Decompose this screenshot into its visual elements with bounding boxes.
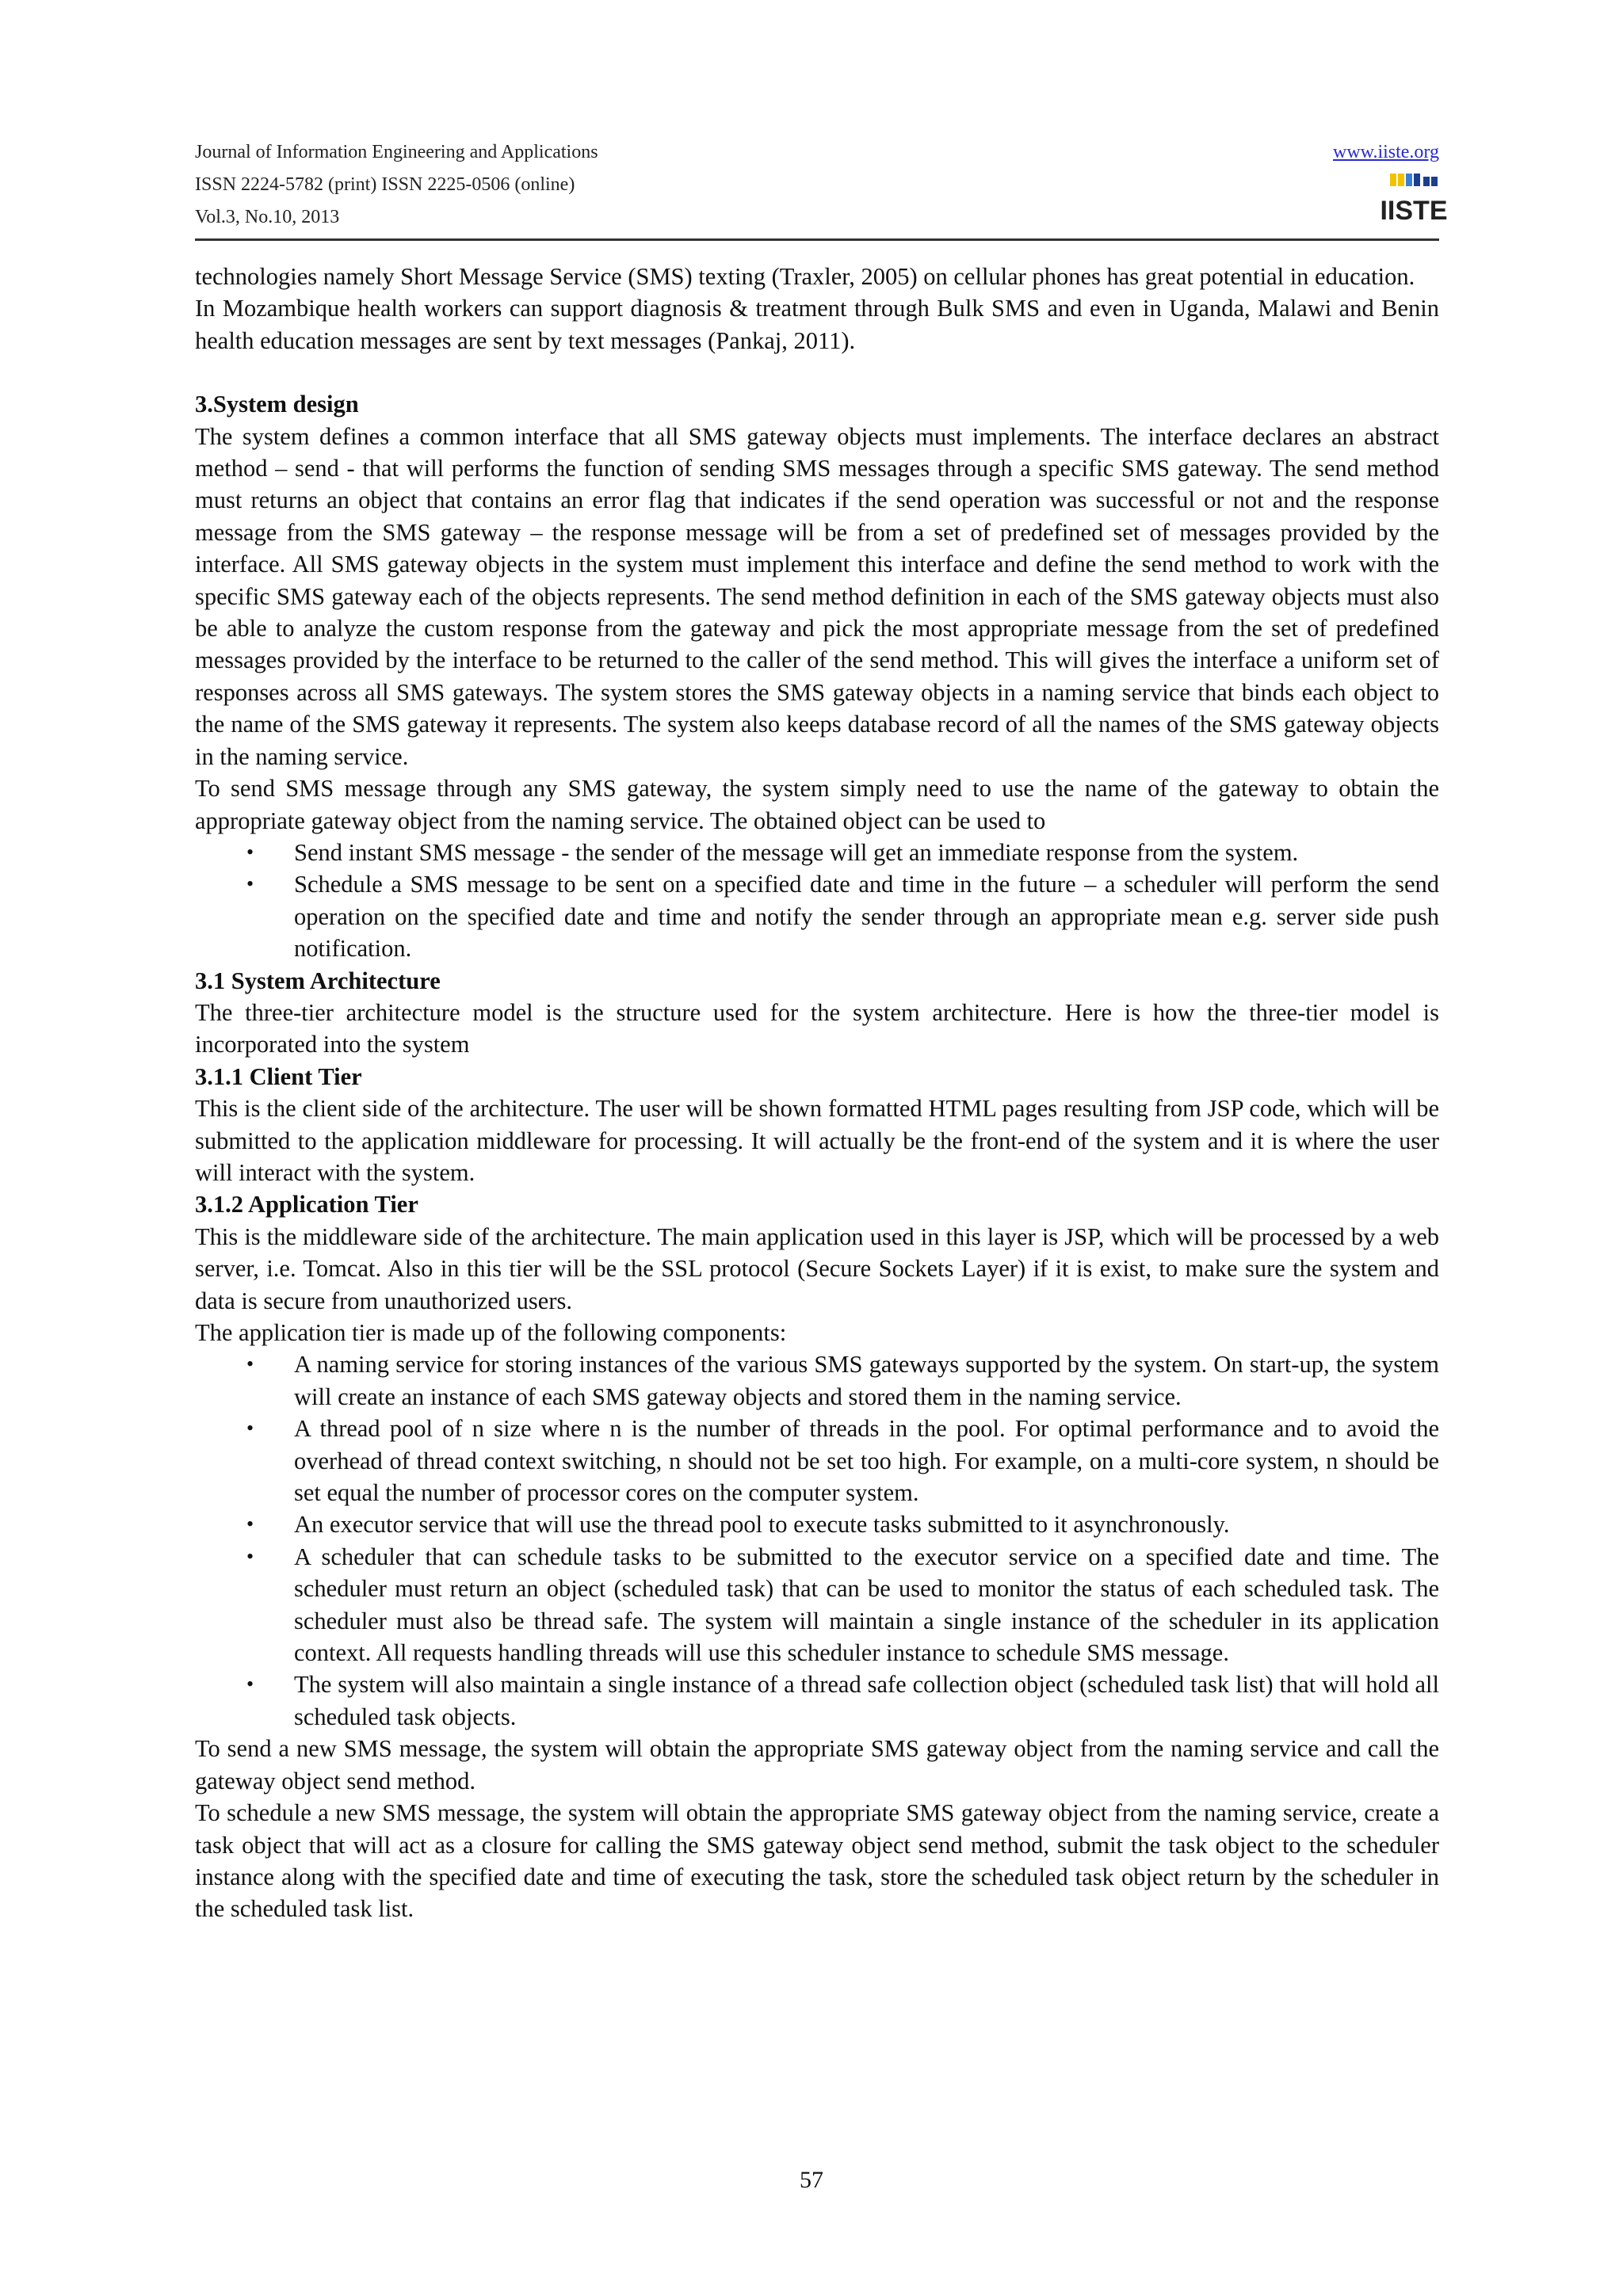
list-item-text: Schedule a SMS message to be sent on a specified date and time in the future – a scheduler will perform the send operation on the specified date and time and notify the sender through an appropriate mean e.g. server side push notification. (294, 871, 1439, 963)
bullet-icon: • (246, 1512, 254, 1536)
paragraph: This is the client side of the architecture. The user will be shown formatted HTML pages resulting from JSP code, which will be submitted to the application middleware for processing. It will actually be the front-end of the system and it is where the user will interact with the system. (195, 1095, 1439, 1186)
section-heading-system-design: 3.System design (195, 391, 359, 418)
spacer (195, 357, 1439, 388)
paragraph: The three-tier architecture model is the structure used for the system architecture. Here is how the three-tier model is incorporated into the system (195, 998, 1439, 1058)
bullet-icon: • (246, 872, 254, 896)
page-header (195, 136, 1448, 238)
journal-info (195, 136, 598, 234)
list-item (246, 1541, 1439, 1669)
bullet-list-components (195, 1348, 1439, 1733)
list-item-text: Send instant SMS message - the sender of the message will get an immediate response from the system. (294, 838, 1299, 866)
journal-volume: Vol.3, No.10, 2013 (195, 207, 340, 227)
journal-website-link[interactable]: www.iiste.org (1333, 142, 1439, 162)
iiste-logo-graphic (1380, 172, 1448, 229)
bullet-icon: • (246, 1544, 254, 1568)
journal-title: Journal of Information Engineering and Applications (195, 142, 598, 162)
list-item (246, 1413, 1439, 1508)
list-item (246, 1508, 1439, 1540)
section-heading-system-architecture: 3.1 System Architecture (195, 967, 441, 994)
list-item-text: An executor service that will use the thread pool to execute tasks submitted to it asynchronously. (294, 1511, 1230, 1539)
list-item (246, 1669, 1439, 1733)
page-number: 57 (800, 2167, 823, 2193)
header-right (1333, 136, 1448, 233)
header-divider (195, 238, 1439, 241)
list-item-text: A thread pool of n size where n is the number of threads in the pool. For optimal performance and to avoid the overhead of thread context switching, n should not be set too high. For example, on a multi-core system, n should be set equal the number of processor cores on the computer system. (294, 1415, 1439, 1507)
article-body (195, 261, 1439, 1925)
paragraph: To send a new SMS message, the system will obtain the appropriate SMS gateway object from the naming service and call the gateway object send method. (195, 1735, 1439, 1794)
paragraph: To schedule a new SMS message, the system will obtain the appropriate SMS gateway object from the naming service, create a task object that will act as a closure for calling the SMS gateway object send method, submit the task object to the scheduler instance along with the specified date and time of executing the task, store the scheduled task object return by the scheduler in the scheduled task list. (195, 1799, 1439, 1923)
section-heading-client-tier: 3.1.1 Client Tier (195, 1062, 362, 1090)
list-item (246, 868, 1439, 964)
paragraph: To send SMS message through any SMS gateway, the system simply need to use the name of the gateway to obtain the appropriate gateway object from the naming service. The obtained object can be used to (195, 775, 1439, 834)
list-item-text: A scheduler that can schedule tasks to be submitted to the executor service on a specified date and time. The scheduler must return an object (scheduled task) that can be used to monitor the status of each scheduled task. The scheduler must also be thread safe. The system will maintain a single instance of the scheduler in its application context. All requests handling threads will use this scheduler instance to schedule SMS message. (294, 1543, 1439, 1667)
list-item-text: The system will also maintain a single instance of a thread safe collection object (scheduled task list) that will hold all scheduled task objects. (294, 1671, 1439, 1730)
bullet-icon: • (246, 1672, 254, 1696)
paragraph: technologies namely Short Message Service (SMS) texting (Traxler, 2005) on cellular phones has great potential in education. (195, 263, 1415, 290)
svg-text:IISTE: IISTE (1380, 196, 1448, 226)
bullet-icon: • (246, 1417, 254, 1440)
list-item (246, 837, 1439, 868)
list-item (246, 1348, 1439, 1413)
paragraph: In Mozambique health workers can support diagnosis & treatment through Bulk SMS and even in Uganda, Malawi and Benin health education messages are sent by text messages (Pankaj, 2011). (195, 295, 1439, 354)
list-item-text: A naming service for storing instances of the various SMS gateways supported by the system. On start-up, the system will create an instance of each SMS gateway objects and stored them in the naming service. (294, 1351, 1439, 1410)
bullet-icon: • (246, 1352, 254, 1376)
paragraph: The system defines a common interface that all SMS gateway objects must implements. The interface declares an abstract method – send - that will performs the function of sending SMS messages through a specific SMS gateway. The send method must returns an object that contains an error flag that indicates if the send operation was successful or not and the response message from the SMS gateway – the response message will be from a set of predefined set of messages provided by the interface. All SMS gateway objects in the system must implement this interface and define the send method to work with the specific SMS gateway each of the objects represents. The send method definition in each of the SMS gateway objects must also be able to analyze the custom response from the gateway and pick the most appropriate message from the set of predefined messages provided by the interface to be returned to the caller of the send method. This will gives the interface a uniform set of responses across all SMS gateways. The system stores the SMS gateway objects in a naming service that binds each object to the name of the SMS gateway it represents. The system also keeps database record of all the names of the SMS gateway objects in the naming service. (195, 422, 1439, 770)
paragraph: This is the middleware side of the architecture. The main application used in this layer is JSP, which will be processed by a web server, i.e. Tomcat. Also in this tier will be the SSL protocol (Secure Sockets Layer) if it is exist, to make sure the system and data is secure from unauthorized users. (195, 1222, 1439, 1314)
bullet-list-send-options (195, 837, 1439, 965)
journal-issn: ISSN 2224-5782 (print) ISSN 2225-0506 (online) (195, 174, 575, 195)
section-heading-application-tier: 3.1.2 Application Tier (195, 1191, 418, 1219)
iiste-logo (1380, 172, 1448, 229)
paragraph: The application tier is made up of the following components: (195, 1319, 787, 1346)
bullet-icon: • (246, 840, 254, 864)
